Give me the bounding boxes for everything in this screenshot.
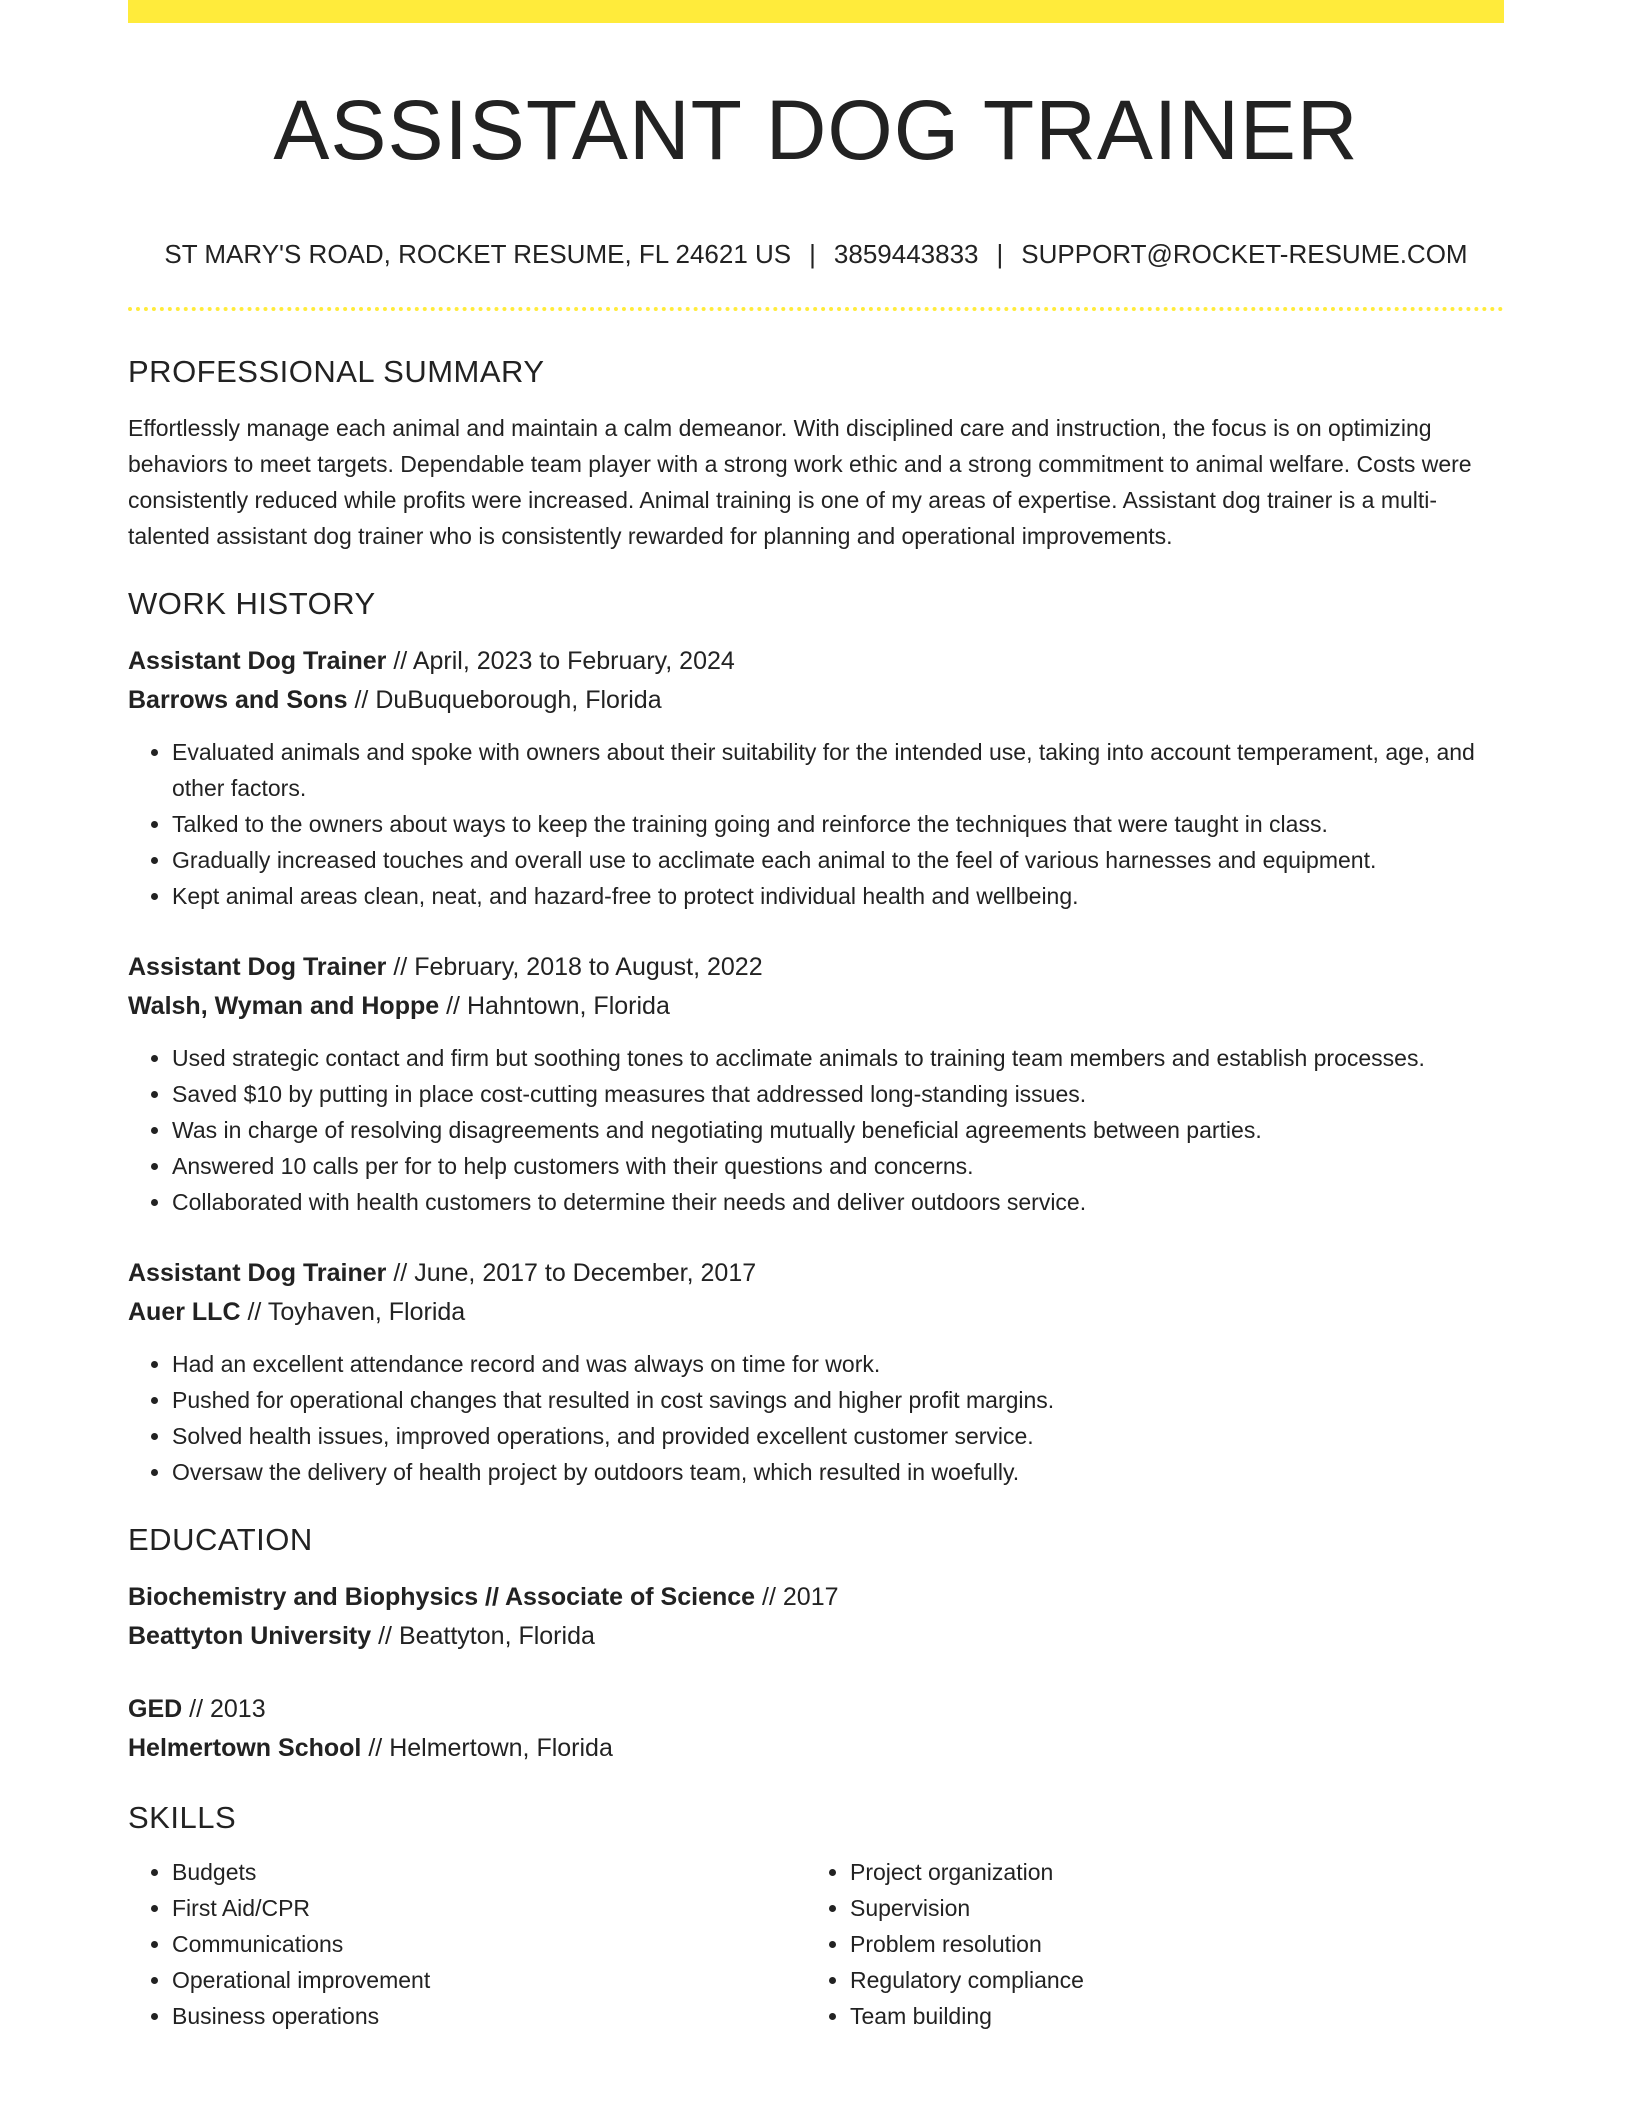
job-company-line [128,681,1504,720]
education-location: Helmertown, Florida [389,1734,613,1762]
education-section [128,1518,1504,1768]
separator: // [189,1695,204,1723]
work-history-section [128,582,1504,1490]
list-item: • Solved health issues, improved operations, and provided excellent customer service. [172,1418,1504,1454]
job-location: DuBuqueborough, Florida [375,686,662,714]
list-item: • Evaluated animals and spoke with owners about their suitability for the intended use, taking into account temperament, age, and other factors. [172,734,1504,806]
list-item: • Supervision [850,1890,1484,1926]
education-school: Beattyton University [128,1622,372,1650]
job-bullets [128,1040,1504,1220]
summary-text: Effortlessly manage each animal and maintain a calm demeanor. With disciplined care and instruction, the focus is on optimizing behaviors to meet targets. Dependable team player with a strong work ethic and a strong commitment to animal welfare. Costs were consistently reduced while profits were increased. Animal training is one of my areas of expertise. Assistant dog trainer is a multi-talented assistant dog trainer who is consistently rewarded for planning and operational improvements. [128,415,1472,549]
contact-separator: | [809,239,816,269]
separator: // [393,647,408,675]
job-bullets [128,1346,1504,1490]
education-entry [128,1578,1504,1656]
job-title: Assistant Dog Trainer [128,647,387,675]
list-item: • Operational improvement [172,1962,806,1998]
header-divider [128,307,1504,311]
list-item: • Communications [172,1926,806,1962]
section-heading-skills: SKILLS [128,1800,237,1835]
education-degree-line [128,1690,1504,1729]
list-item: • Oversaw the delivery of health project by outdoors team, which resulted in woefully. [172,1454,1504,1490]
list-item: • Was in charge of resolving disagreements and negotiating mutually beneficial agreements between parties. [172,1112,1504,1148]
education-degree: GED [128,1695,183,1723]
job-bullets [128,734,1504,914]
separator: // [247,1298,262,1326]
skills-section [128,1796,1504,2034]
education-degree-line [128,1578,1504,1617]
job-company: Walsh, Wyman and Hoppe [128,992,440,1020]
skills-column-left [128,1854,806,2034]
list-item: • Collaborated with health customers to determine their needs and deliver outdoors service. [172,1184,1504,1220]
skills-grid [128,1854,1504,2034]
contact-address: ST MARY'S ROAD, ROCKET RESUME, FL 24621 US [164,239,792,269]
education-year: 2017 [782,1583,839,1611]
job-dates: April, 2023 to February, 2024 [412,647,735,675]
list-item: • Business operations [172,1998,806,2034]
separator: // [393,953,408,981]
job-entry [128,1254,1504,1490]
education-year: 2013 [210,1695,266,1723]
candidate-name: ASSISTANT DOG TRAINER [273,83,1359,177]
job-location: Hahntown, Florida [466,992,670,1020]
list-item: • Saved $10 by putting in place cost-cutting measures that addressed long-standing issues. [172,1076,1504,1112]
contact-phone: 3859443833 [833,239,979,269]
job-dates: June, 2017 to December, 2017 [414,1259,757,1287]
job-company: Barrows and Sons [128,686,348,714]
list-item: • Talked to the owners about ways to keep the training going and reinforce the techniques that were taught in class. [172,806,1504,842]
separator: // [762,1583,776,1611]
job-title-line [128,948,1504,987]
list-item: • Had an excellent attendance record and was always on time for work. [172,1346,1504,1382]
list-item: • Used strategic contact and firm but soothing tones to acclimate animals to training team members and establish processes. [172,1040,1504,1076]
job-company: Auer LLC [128,1298,241,1326]
section-heading-summary: PROFESSIONAL SUMMARY [128,354,545,389]
list-item: • Answered 10 calls per for to help customers with their questions and concerns. [172,1148,1504,1184]
separator: // [393,1259,408,1287]
education-school-line [128,1729,1504,1768]
job-title-line [128,1254,1504,1293]
job-title: Assistant Dog Trainer [128,1259,387,1287]
list-item: • Project organization [850,1854,1484,1890]
list-item: • Gradually increased touches and overall use to acclimate each animal to the feel of various harnesses and equipment. [172,842,1504,878]
contact-email: SUPPORT@ROCKET-RESUME.COM [1021,239,1468,269]
resume-content [128,350,1504,2034]
list-item: • Kept animal areas clean, neat, and hazard-free to protect individual health and wellbeing. [172,878,1504,914]
education-school-line [128,1617,1504,1656]
job-entry [128,948,1504,1220]
education-entry [128,1690,1504,1768]
separator: // [446,992,461,1020]
list-item: • Regulatory compliance [850,1962,1484,1998]
summary-section [128,350,1504,554]
section-heading-education: EDUCATION [128,1522,313,1557]
list-item: • Pushed for operational changes that resulted in cost savings and higher profit margins. [172,1382,1504,1418]
contact-line [128,236,1504,272]
job-location: Toyhaven, Florida [267,1298,466,1326]
job-company-line [128,1293,1504,1332]
education-school: Helmertown School [128,1734,362,1762]
separator: // [354,686,369,714]
job-dates: February, 2018 to August, 2022 [414,953,763,981]
list-item: • Budgets [172,1854,806,1890]
list-item: • Problem resolution [850,1926,1484,1962]
job-title-line [128,642,1504,681]
education-location: Beattyton, Florida [398,1622,595,1650]
section-heading-work: WORK HISTORY [128,586,376,621]
list-item: • First Aid/CPR [172,1890,806,1926]
separator: // [378,1622,392,1650]
list-item: • Team building [850,1998,1484,2034]
job-company-line [128,987,1504,1026]
top-accent-bar [128,0,1504,23]
separator: // [368,1734,383,1762]
contact-separator: | [996,239,1004,269]
job-title: Assistant Dog Trainer [128,953,387,981]
education-degree: Biochemistry and Biophysics // Associate of Science [128,1583,756,1611]
job-entry [128,642,1504,914]
skills-column-right [806,1854,1484,2034]
